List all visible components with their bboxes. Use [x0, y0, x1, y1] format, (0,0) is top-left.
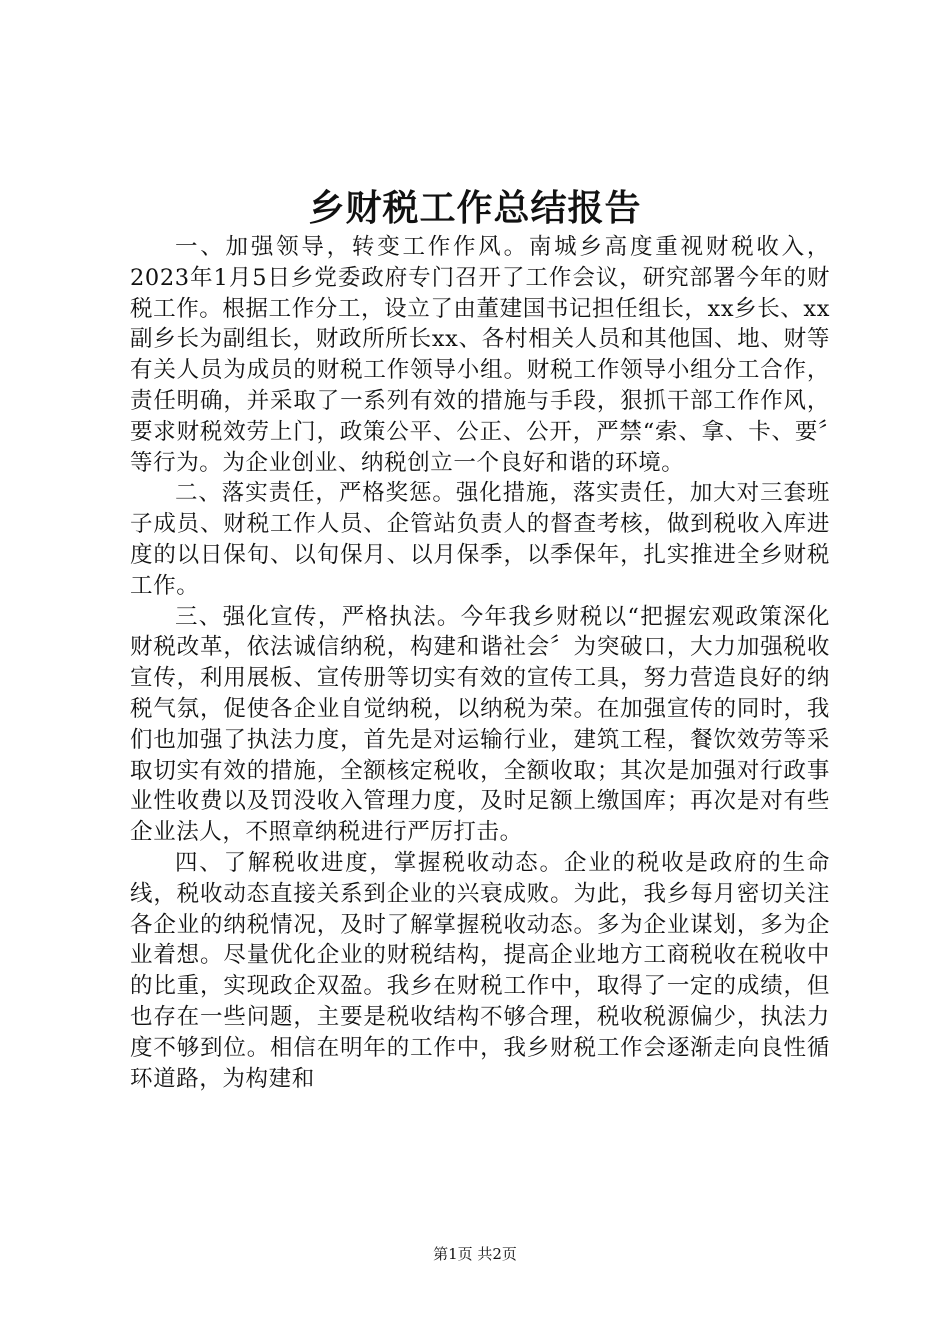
paragraph-1: 一、加强领导，转变工作作风。南城乡高度重视财税收入，2023年1月5日乡党委政府专门召开了工作会议，研究部署今年的财税工作。根据工作分工，设立了由董建国书记担任组长，xx乡长、xx副乡长为副组长，财政所所长xx、各村相关人员和其他国、地、财等有关人员为成员的财税工作领导小组。财税工作领导小组分工合作，责任明确，并采取了一系列有效的措施与手段，狠抓干部工作作风，要求财税效劳上门，政策公平、公正、公开，严禁“索、拿、卡、要〞等行为。为企业创业、纳税创立一个良好和谐的环境。 [130, 234, 830, 476]
document-body [130, 232, 830, 1094]
document-title: 乡财税工作总结报告 [308, 187, 642, 229]
paragraph-3: 三、强化宣传，严格执法。今年我乡财税以“把握宏观政策深化财税改革，依法诚信纳税，构建和谐社会〞为突破口，大力加强税收宣传，利用展板、宣传册等切实有效的宣传工具，努力营造良好的纳税气氛，促使各企业自觉纳税，以纳税为荣。在加强宣传的同时，我们也加强了执法力度，首先是对运输行业，建筑工程，餐饮效劳等采取切实有效的措施，全额核定税收，全额收取；其次是加强对行政事业性收费以及罚没收入管理力度，及时足额上缴国库；再次是对有些企业法人，不照章纳税进行严厉打击。 [130, 603, 830, 846]
paragraph-2: 二、落实责任，严格奖惩。强化措施，落实责任，加大对三套班子成员、财税工作人员、企管站负责人的督查考核，做到税收入库进度的以日保旬、以旬保月、以月保季，以季保年，扎实推进全乡财税工作。 [130, 480, 830, 599]
paragraph-4: 四、了解税收进度，掌握税收动态。企业的税收是政府的生命线，税收动态直接关系到企业的兴衰成败。为此，我乡每月密切关注各企业的纳税情况，及时了解掌握税收动态。多为企业谋划，多为企业着想。尽量优化企业的财税结构，提高企业地方工商税收在税收中的比重，实现政企双盈。我乡在财税工作中，取得了一定的成绩，但也存在一些问题，主要是税收结构不够合理，税收税源偏少，执法力度不够到位。相信在明年的工作中，我乡财税工作会逐渐走向良性循环道路，为构建和 [130, 849, 830, 1092]
page-number-footer: 第1页 共2页 [433, 1245, 517, 1263]
